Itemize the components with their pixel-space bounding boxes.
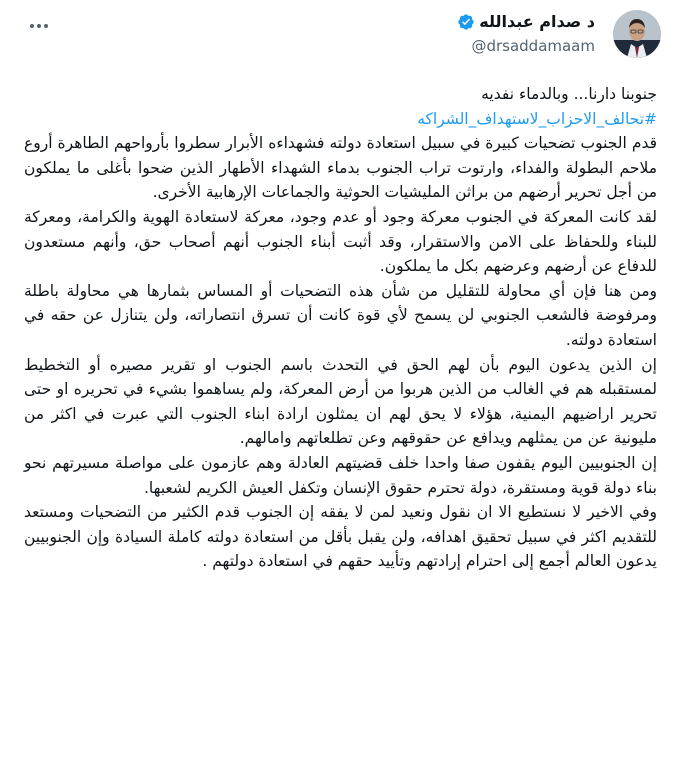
opening-line: جنوبنا دارنا... وبالدماء نفديه xyxy=(481,85,657,103)
paragraph-4: إن الذين يدعون اليوم بأن لهم الحق في التحدث باسم الجنوب او تقرير مصيره أو التخطيط لمستقبله هم في الغالب من الذين هربوا من أرض المعركة، ولم يساهموا بشيء في تحريره او حتى تحرير اراضيهم اليمنية، هؤلاء لا يحق لهم ان يمثلون ارادة ابناء الجنوب التي عبرت في اكثر من مليونية عن من يمثلهم ويدافع عن حقوقهم وعن تطلعاتهم وامالهم. xyxy=(24,355,657,448)
verified-badge-icon xyxy=(457,13,475,31)
avatar-image xyxy=(613,10,661,58)
display-name[interactable]: د صدام عبدالله xyxy=(479,12,595,31)
avatar[interactable] xyxy=(613,10,661,58)
more-options-button[interactable] xyxy=(26,16,52,36)
tweet-text xyxy=(24,82,657,574)
hashtag-link[interactable]: #تحالف_الاحزاب_لاستهداف_الشراكه xyxy=(417,109,657,128)
author-names xyxy=(457,12,595,56)
display-name-row xyxy=(457,12,595,32)
paragraph-6: وفي الاخير لا نستطيع الا ان نقول ونعيد لمن لا يفقه إن الجنوب قدم الكثير من التضحيات ومستعد للتقديم اكثر في سبيل تحقيق اهدافه، ولن يقبل بأقل من استعادة دولته كاملة السيادة وإن الجنوبيين يدعون العالم أجمع إلى احترام إرادتهم وتأييد حقهم في استعادة دولتهم . xyxy=(24,503,657,571)
author-handle[interactable]: @drsaddamaam xyxy=(471,37,595,55)
more-dots-icon xyxy=(29,23,49,29)
paragraph-3: ومن هنا فإن أي محاولة للتقليل من شأن هذه التضحيات أو المساس بثمارها هي محاولة باطلة ومرفوضة فالشعب الجنوبي لن يسمح لأي قوة كانت أن تسرق انتصاراته، ولن يتنازل عن حقه في استعادة دولته. xyxy=(24,281,657,349)
paragraph-1: قدم الجنوب تضحيات كبيرة في سبيل استعادة دولته فشهداءه الأبرار سطروا بأرواحهم الطاهرة أروع ملاحم البطولة والفداء، وارتوت تراب الجنوب بدماء الشهداء الأطهار الذين ضحوا بأغلى ما يملكون من أجل تحرير أرضهم من براثن المليشيات الحوثية والجماعات الإرهابية الأخرى. xyxy=(24,134,657,202)
paragraph-5: إن الجنوبيين اليوم يقفون صفا واحدا خلف قضيتهم العادلة وهم عازمون على مواصلة مسيرتهم نحو بناء دولة قوية ومستقرة، دولة تحترم حقوق الإنسان وتكفل العيش الكريم لشعبها. xyxy=(24,453,657,497)
paragraph-2: لقد كانت المعركة في الجنوب معركة وجود أو عدم وجود، معركة لاستعادة الهوية والكرامة، ومعركة للبناء وللحفاظ على الامن والاستقرار، وقد أثبت أبناء الجنوب أنهم أصحاب حق، وأنهم مستعدون للدفاع عن أرضهم وعرضهم بكل ما يملكون. xyxy=(24,207,657,276)
tweet-header xyxy=(8,6,667,62)
